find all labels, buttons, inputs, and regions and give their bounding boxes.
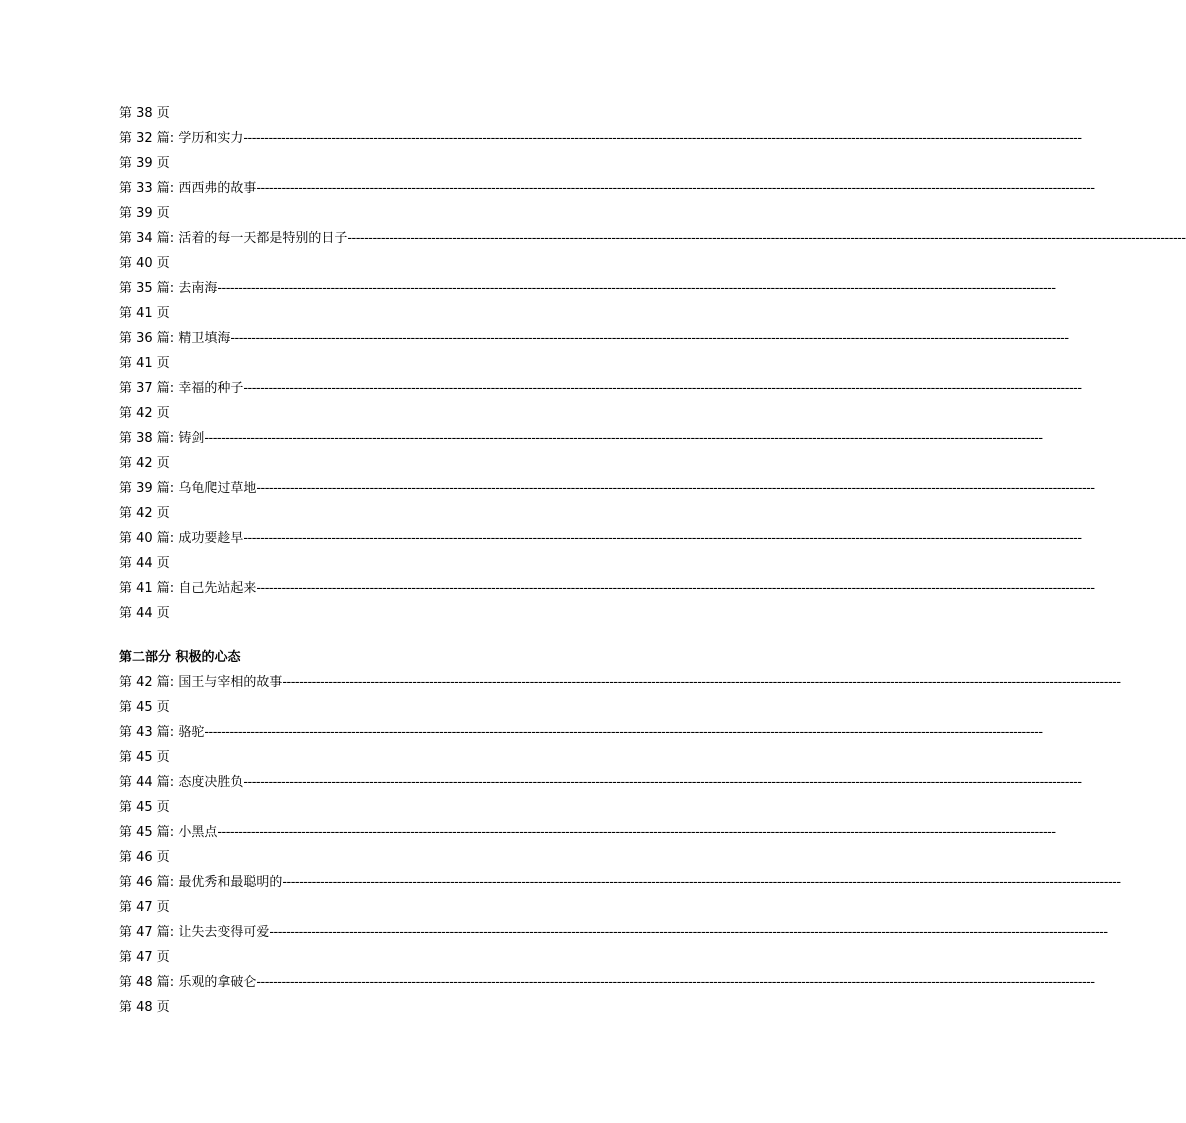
dash-leader: --------------------------------------------------------------------------------------------------------------------------------------------------------------------------------------------------------: [230, 331, 1069, 346]
dash-leader: --------------------------------------------------------------------------------------------------------------------------------------------------------------------------------------------------------: [256, 581, 1095, 596]
toc-page-number: 第 39 页: [119, 156, 170, 171]
toc-entry-title: 第 47 篇: 让失去变得可爱: [119, 925, 270, 940]
toc-page-number: 第 45 页: [119, 750, 170, 765]
toc-page-number: 第 44 页: [119, 556, 170, 571]
dash-leader: --------------------------------------------------------------------------------------------------------------------------------------------------------------------------------------------------------: [217, 825, 1056, 840]
dash-leader: --------------------------------------------------------------------------------------------------------------------------------------------------------------------------------------------------------: [204, 431, 1043, 446]
toc-page-number: 第 45 页: [119, 800, 170, 815]
toc-entry-title: 第 43 篇: 骆驼: [119, 725, 205, 740]
dash-leader: --------------------------------------------------------------------------------------------------------------------------------------------------------------------------------------------------------: [282, 875, 1121, 890]
toc-entry: [119, 276, 1056, 301]
table-of-contents: [119, 101, 1186, 1020]
toc-entry-title: 第 39 篇: 乌龟爬过草地: [119, 481, 257, 496]
toc-entry: [119, 576, 1095, 601]
toc-part-two-list: [119, 670, 1121, 1020]
toc-entry: [119, 720, 1043, 745]
toc-page-number: 第 47 页: [119, 900, 170, 915]
toc-page-number: 第 44 页: [119, 606, 170, 621]
dash-leader: --------------------------------------------------------------------------------------------------------------------------------------------------------------------------------------------------------: [256, 181, 1095, 196]
toc-entry-title: 第 41 篇: 自己先站起来: [119, 581, 257, 596]
toc-entry: [119, 870, 1121, 895]
toc-entry-title: 第 45 篇: 小黑点: [119, 825, 218, 840]
dash-leader: --------------------------------------------------------------------------------------------------------------------------------------------------------------------------------------------------------: [243, 531, 1082, 546]
toc-entry-title: 第 36 篇: 精卫填海: [119, 331, 231, 346]
toc-page-number: 第 42 页: [119, 406, 170, 421]
dash-leader: --------------------------------------------------------------------------------------------------------------------------------------------------------------------------------------------------------: [217, 281, 1056, 296]
toc-page-number: 第 38 页: [119, 106, 170, 121]
toc-page-number: 第 41 页: [119, 356, 170, 371]
dash-leader: --------------------------------------------------------------------------------------------------------------------------------------------------------------------------------------------------------: [243, 131, 1082, 146]
toc-page-number: 第 45 页: [119, 700, 170, 715]
dash-leader: --------------------------------------------------------------------------------------------------------------------------------------------------------------------------------------------------------: [269, 925, 1108, 940]
section-heading: 第二部分 积极的心态: [119, 650, 241, 665]
dash-leader: --------------------------------------------------------------------------------------------------------------------------------------------------------------------------------------------------------: [256, 481, 1095, 496]
toc-page-number: 第 42 页: [119, 506, 170, 521]
toc-entry-title: 第 37 篇: 幸福的种子: [119, 381, 244, 396]
dash-leader: --------------------------------------------------------------------------------------------------------------------------------------------------------------------------------------------------------: [282, 675, 1121, 690]
toc-entry: [119, 176, 1095, 201]
toc-entry: [119, 920, 1108, 945]
toc-entry: [119, 820, 1056, 845]
toc-entry: [119, 326, 1069, 351]
toc-entry-title: 第 32 篇: 学历和实力: [119, 131, 244, 146]
toc-entry: [119, 970, 1095, 995]
toc-entry-title: 第 35 篇: 去南海: [119, 281, 218, 296]
toc-entry-title: 第 42 篇: 国王与宰相的故事: [119, 675, 283, 690]
toc-page-number: 第 42 页: [119, 456, 170, 471]
toc-entry: [119, 226, 1186, 251]
toc-entry-title: 第 48 篇: 乐观的拿破仑: [119, 975, 257, 990]
toc-page-number: 第 39 页: [119, 206, 170, 221]
toc-entry: [119, 770, 1082, 795]
toc-entry-title: 第 44 篇: 态度决胜负: [119, 775, 244, 790]
toc-page-number: 第 47 页: [119, 950, 170, 965]
toc-entry-title: 第 38 篇: 铸剑: [119, 431, 205, 446]
toc-entry: [119, 426, 1043, 451]
dash-leader: --------------------------------------------------------------------------------------------------------------------------------------------------------------------------------------------------------: [204, 725, 1043, 740]
dash-leader: --------------------------------------------------------------------------------------------------------------------------------------------------------------------------------------------------------: [347, 231, 1186, 246]
toc-entry: [119, 126, 1082, 151]
dash-leader: --------------------------------------------------------------------------------------------------------------------------------------------------------------------------------------------------------: [243, 381, 1082, 396]
toc-page-number: 第 48 页: [119, 1000, 170, 1015]
toc-page-number: 第 41 页: [119, 306, 170, 321]
dash-leader: --------------------------------------------------------------------------------------------------------------------------------------------------------------------------------------------------------: [243, 775, 1082, 790]
toc-part-one-list: [119, 101, 1186, 626]
toc-entry: [119, 376, 1082, 401]
toc-entry: [119, 476, 1095, 501]
toc-page-number: 第 40 页: [119, 256, 170, 271]
toc-entry-title: 第 40 篇: 成功要趁早: [119, 531, 244, 546]
toc-entry-title: 第 46 篇: 最优秀和最聪明的: [119, 875, 283, 890]
toc-entry-title: 第 34 篇: 活着的每一天都是特别的日子: [119, 231, 348, 246]
toc-page-number: 第 46 页: [119, 850, 170, 865]
toc-entry-title: 第 33 篇: 西西弗的故事: [119, 181, 257, 196]
dash-leader: --------------------------------------------------------------------------------------------------------------------------------------------------------------------------------------------------------: [256, 975, 1095, 990]
toc-entry: [119, 670, 1121, 695]
toc-entry: [119, 526, 1082, 551]
